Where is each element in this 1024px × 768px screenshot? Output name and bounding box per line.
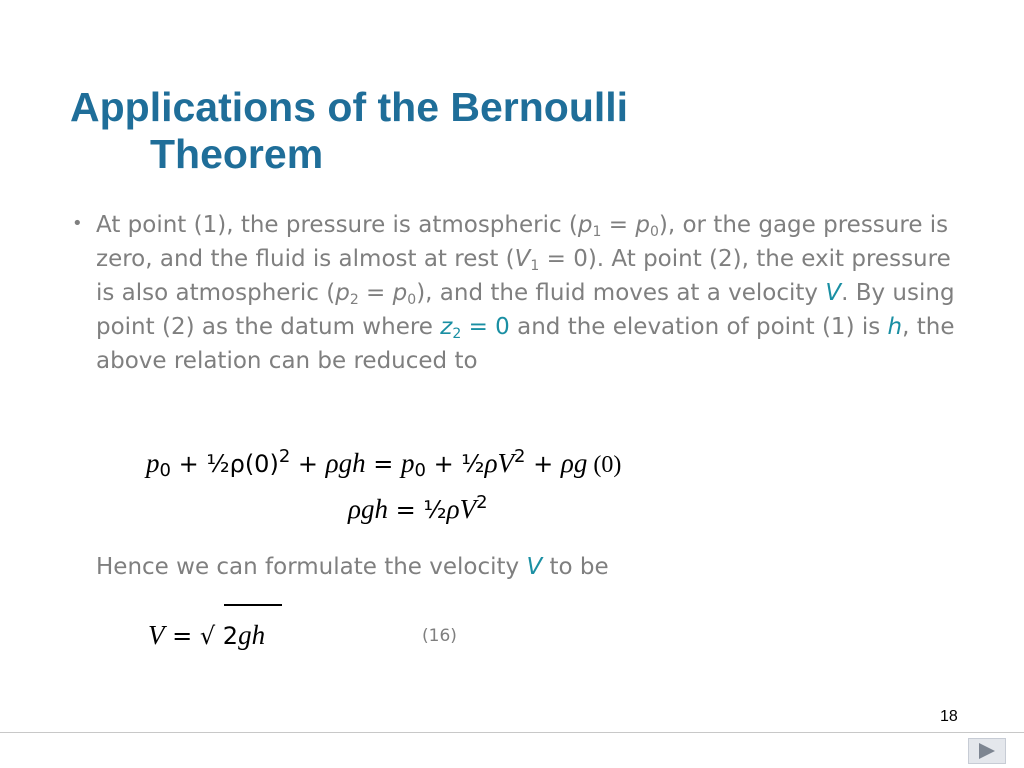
sub-2: 2 (349, 292, 359, 308)
page-number: 18 (940, 708, 958, 725)
eq3-gh: gh (238, 620, 266, 650)
next-arrow-icon (977, 742, 997, 760)
eq1-p0-right: p (400, 448, 415, 478)
hence-text-1: Hence we can formulate the velocity (96, 554, 527, 580)
var-p0-b: p (392, 280, 408, 306)
sub-0-b: 0 (407, 292, 417, 308)
equation-number: (16) (422, 626, 457, 646)
eq1-zero: (0) (587, 452, 622, 478)
eq2-rhoV: ρV (446, 494, 477, 524)
eq3-V: V (148, 620, 165, 650)
equation-1 (146, 448, 621, 480)
sub-0: 0 (649, 224, 659, 240)
eq2-rhogh: ρgh (348, 494, 388, 524)
eq1-half: + ½ (425, 450, 485, 478)
eq1-p0: p (146, 448, 160, 478)
sub-1: 1 (592, 224, 602, 240)
body-paragraph (96, 208, 976, 378)
var-p0: p (635, 212, 650, 238)
sub-z2: 2 (452, 326, 462, 342)
para-text-4: ), and the fluid moves at a velocity (416, 280, 826, 306)
hence-text-2: to be (542, 554, 609, 580)
sub-V1: 1 (530, 258, 540, 274)
eq1-sup-2: 2 (514, 446, 526, 467)
eq2-equals-half: = ½ (387, 496, 447, 524)
var-V1: V (514, 246, 531, 272)
eq1-p0-right-sub: 0 (414, 460, 426, 481)
para-text-6: and the elevation of point (1) is (509, 314, 888, 340)
var-p2: p (335, 280, 350, 306)
eq1-plus-2: + (525, 450, 561, 478)
title-line-2: Theorem (150, 131, 324, 177)
hence-var-V: V (526, 554, 543, 580)
footer-divider (0, 732, 1024, 733)
eq1-equals: = (365, 450, 401, 478)
bullet-marker: • (72, 213, 83, 234)
para-text-3: = 0). At point (2), the exit pressure is also atmospheric ( (96, 246, 951, 306)
var-V-highlight: V (825, 280, 842, 306)
var-h: h (887, 314, 903, 340)
equation-2 (348, 494, 488, 525)
para-text-2: ), or the gage pressure is zero, and the fluid is almost at rest ( (96, 212, 949, 272)
var-z2: z (440, 314, 453, 340)
eq1-rhoV: ρV (484, 448, 515, 478)
para-eq-2: = (358, 280, 393, 306)
eq1-rhogh: ρgh (325, 448, 366, 478)
eq1-sup-1: 2 (278, 446, 291, 467)
eq3-equals-sqrt-2: = √ 2 (164, 622, 239, 650)
eq1-half-rho-zero: + ½ρ(0) (170, 450, 279, 478)
eq2-sup: 2 (476, 492, 488, 513)
slide-title (70, 84, 970, 178)
hence-line (96, 550, 609, 584)
eq1-rhog: ρg (560, 448, 588, 478)
para-text-1: At point (1), the pressure is atmospheric ( (96, 212, 578, 238)
next-slide-button[interactable] (968, 738, 1006, 764)
z2-equals-zero: = 0 (461, 314, 510, 340)
para-eq-1: = (601, 212, 636, 238)
equation-3 (148, 620, 265, 651)
eq1-plus-1: + (290, 450, 326, 478)
var-p1: p (577, 212, 593, 238)
para-text-5: . By using point (2) as the datum where (96, 280, 955, 340)
title-line-1: Applications of the Bernoulli (70, 84, 629, 130)
eq1-p0-sub: 0 (159, 460, 171, 481)
para-text-7: , the above relation can be reduced to (96, 314, 955, 374)
sqrt-vinculum (224, 604, 282, 606)
